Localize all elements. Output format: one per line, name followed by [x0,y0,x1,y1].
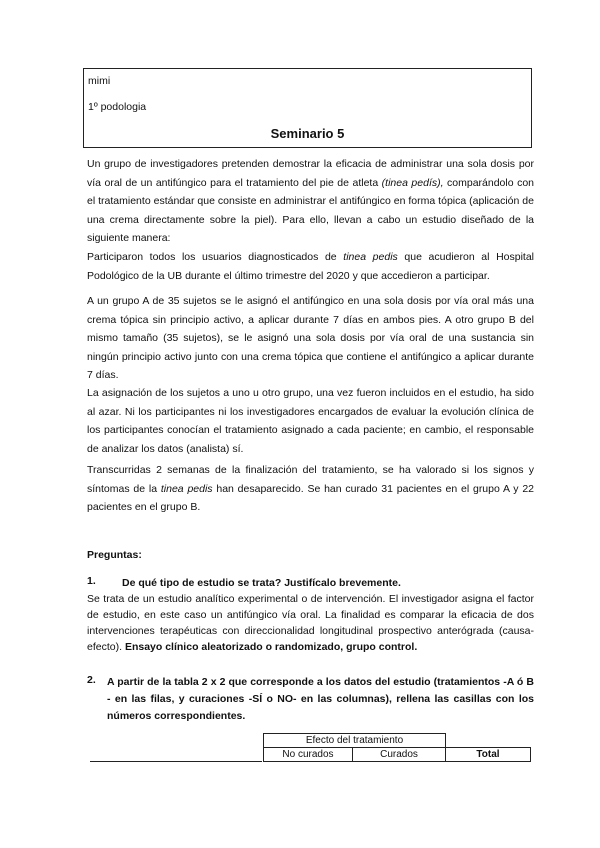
questions-heading: Preguntas: [87,549,142,561]
col-curados: Curados [353,748,446,762]
page-title: Seminario 5 [270,126,345,141]
course-label: 1º podologia [88,101,147,113]
col-no-curados: No curados [264,748,353,762]
table-row-divider [90,761,262,762]
header-box [83,68,532,148]
intro-paragraph-1: Un grupo de investigadores pretenden demostrar la eficacia de administrar una sola dosis por vía oral de un antifúngico para el tratamiento del pie de atleta (tinea pedís), comparándolo con el tratamiento estándar que consiste en administrar el antifúngico en forma tópica (aplicación de una crema directamente sobre la piel). Para ello, llevan a cabo un estudio diseñado de la siguiente manera: [87,158,534,245]
col-total: Total [446,748,531,762]
question-2-text: A partir de la tabla 2 x 2 que corresponde a los datos del estudio (tratamientos -A ó B - en las filas, y curaciones -SÍ o NO- en las columnas), rellena las casillas con los números correspondientes. [107,676,534,722]
intro-paragraph-3: A un grupo A de 35 sujetos se le asignó el antifúngico en una sola dosis por vía oral más una crema tópica sin principio activo, a aplicar durante 7 días en ambos pies. A otro grupo B del mismo tamaño (35 sujetos), se le asignó una sola dosis por vía oral de una sustancia sin ningún principio activo junto con una crema tópica que contiene el antifúngico a aplicar durante 7 días. [87,295,534,382]
table-corner-cell [446,734,531,748]
answer-1: Se trata de un estudio analítico experimental o de intervención. El investigador asigna el factor de estudio, en este caso un antifúngico vía oral. La finalidad es comparar la eficacia de dos intervenciones terapéuticas con direccionalidad longitudinal prospectivo anterógrada (causa- efecto). Ensayo clínico aleatorizado o randomizado, grupo control. [87,593,534,653]
question-1-text: De qué tipo de estudio se trata? Justifícalo brevemente. [122,577,401,589]
student-name: mimi [88,75,111,87]
table-group-header: Efecto del tratamiento [264,734,446,748]
question-1-number: 1. [87,575,96,587]
intro-paragraph-4: La asignación de los sujetos a uno u otro grupo, una vez fueron incluidos en el estudio, ha sido al azar. Ni los participantes ni los investigadores encargados de evaluar la evolución clínica de los participantes conocían el tratamiento asignado a cada paciente; en cambio, el responsable de analizar los datos (analista) sí. [87,387,534,455]
intro-paragraph-2: Participaron todos los usuarios diagnosticados de tinea pedis que acudieron al Hospital Podológico de la UB durante el último trimestre del 2020 y que accedieron a participar. [87,251,535,282]
contingency-table [263,733,531,762]
question-2-number: 2. [87,674,96,686]
intro-paragraph-5: Transcurridas 2 semanas de la finalización del tratamiento, se ha valorado si los signos y síntomas de la tinea pedis han desaparecido. Se han curado 31 pacientes en el grupo A y 22 pacientes en el grupo B. [87,464,535,514]
